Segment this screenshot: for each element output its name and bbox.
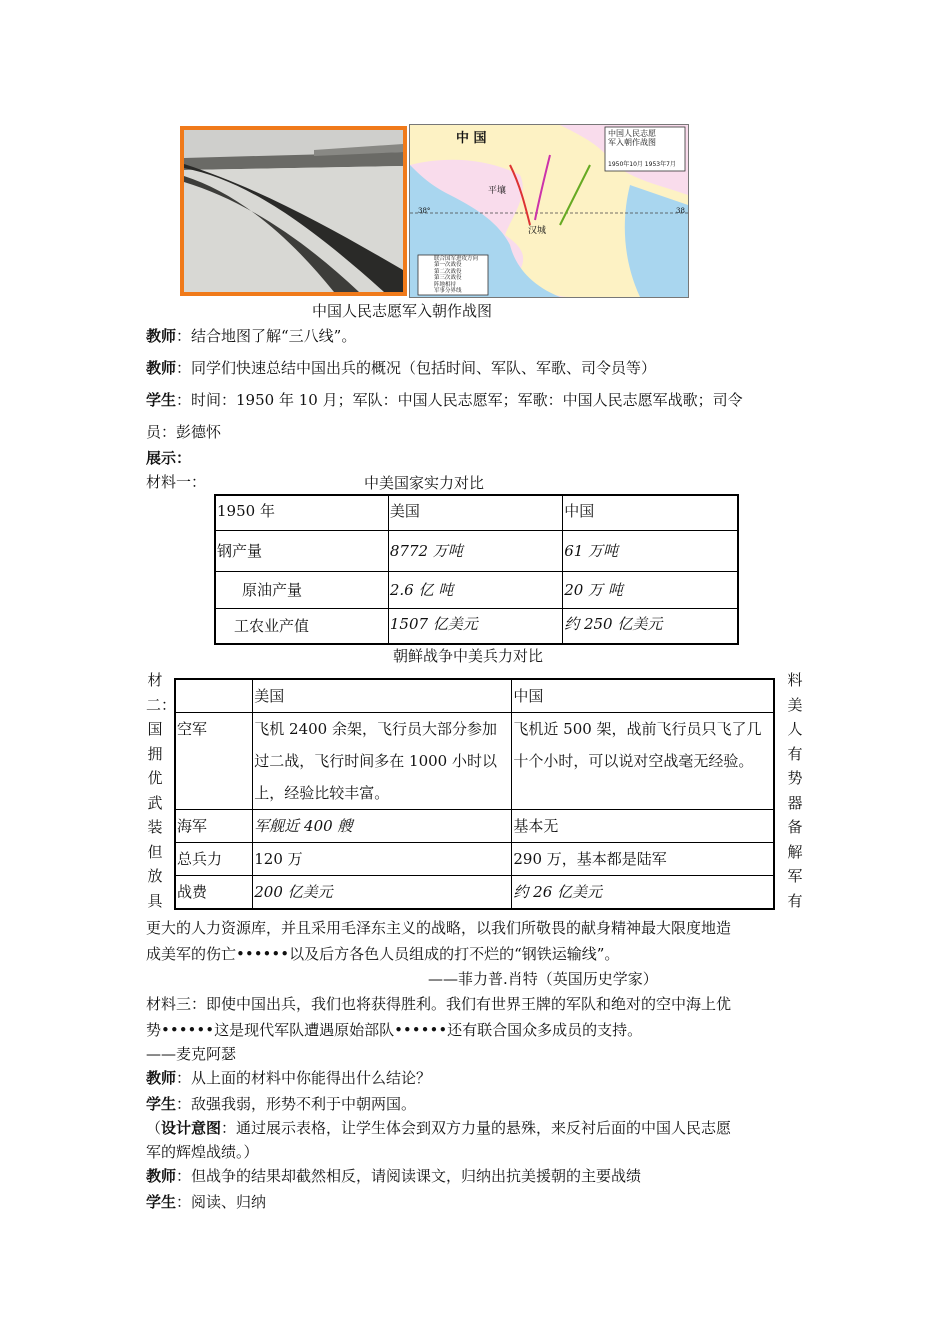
material2-left-column: [146, 668, 177, 913]
side-char: 有: [787, 744, 803, 763]
quote-source: ——麦克阿瑟: [146, 1045, 237, 1063]
table-title: 朝鲜战争中美兵力对比: [393, 647, 544, 665]
military-strength-table: [174, 678, 775, 910]
quote-source: ——菲力普.肖特（英国历史学家）: [428, 970, 658, 988]
speaker-label: 教师: [146, 1167, 177, 1185]
table-cell: 中国: [512, 679, 774, 713]
table-row: [215, 609, 738, 645]
table-cell: 290 万，基本都是陆军: [512, 843, 774, 876]
side-char: 势: [787, 769, 803, 787]
map-label-seoul: 汉城: [528, 226, 547, 236]
table-row: [175, 843, 774, 876]
table-cell: 美国: [388, 495, 562, 531]
dialogue-line: [146, 390, 743, 410]
table-title: 中美国家实力对比: [364, 474, 485, 492]
speaker-label: 学生: [146, 1193, 177, 1211]
table-cell: 美国: [253, 679, 512, 713]
table-cell: 1507 亿美元: [388, 609, 562, 645]
table-cell: 约 250 亿美元: [563, 609, 738, 645]
table-cell: 军舰近 400 艘: [253, 810, 512, 843]
paragraph-line: 材料三：即使中国出兵，我们也将获得胜利。我们有世界王牌的军队和绝对的空中海上优: [146, 995, 732, 1013]
legend-item: 联合国军进攻方向: [434, 256, 479, 262]
table-cell: 空军: [175, 713, 253, 810]
legend-item: 阵地相持: [434, 281, 457, 288]
war-map: [409, 124, 689, 298]
dialogue-line: [146, 1166, 641, 1186]
map-title: 中国人民志愿 军入朝作战图: [608, 129, 656, 147]
national-strength-table: [214, 494, 739, 645]
legend-item: 第三次战役: [434, 275, 462, 282]
side-char: 拥: [147, 744, 163, 763]
table-row: [175, 876, 774, 910]
paragraph-line: 更大的人力资源库，并且采用毛泽东主义的战略，以我们所敬畏的献身精神最大限度地造: [146, 919, 732, 937]
table-cell: 约 26 亿美元: [512, 876, 774, 910]
table-cell: 钢产量: [215, 531, 388, 572]
table-cell: 中国: [563, 495, 738, 531]
legend-item: 第二次战役: [434, 268, 462, 275]
speaker-label: 教师: [146, 359, 177, 377]
table-row: [215, 531, 738, 572]
side-char: 但: [147, 842, 163, 861]
side-char: 装: [147, 818, 163, 836]
side-char: 放: [147, 867, 163, 885]
line-text: ：敌强我弱，形势不利于中朝两国。: [176, 1095, 417, 1113]
line-text: ：从上面的材料中你能得出什么结论？: [176, 1069, 432, 1087]
side-char: 有: [787, 891, 803, 910]
section-heading: 展示：: [146, 449, 192, 467]
side-char: 解: [787, 842, 803, 861]
side-char: 备: [787, 818, 803, 836]
table-cell: 200 亿美元: [253, 876, 512, 910]
side-char: 具: [147, 891, 163, 910]
intent-label: 设计意图: [161, 1119, 222, 1137]
speaker-label: 学生: [146, 391, 177, 409]
legend-item: 军事分界线: [434, 288, 462, 295]
table-cell: 1950 年: [215, 495, 388, 531]
dialogue-line: [146, 326, 356, 346]
line-text: ：结合地图了解“三八线”。: [176, 327, 357, 345]
table-cell: 工农业产值: [215, 609, 388, 645]
side-char: 二：: [146, 695, 177, 714]
side-char: 军: [787, 867, 803, 885]
table-cell: 61 万吨: [563, 531, 738, 572]
line-text: ：但战争的结果却截然相反，请阅读课文，归纳出抗美援朝的主要战绩: [176, 1167, 642, 1185]
table-row: [175, 810, 774, 843]
table-cell: 飞机 2400 余架，飞行员大部分参加过二战，飞行时间多在 1000 小时以上，经验比较丰富。: [253, 713, 512, 810]
material2-right-column: [786, 668, 804, 913]
map-label-38-right: 38: [676, 207, 685, 215]
figure-caption: 中国人民志愿军入朝作战图: [312, 302, 493, 320]
map-label-pyongyang: 平壤: [488, 186, 507, 196]
troops-crossing-photo: [180, 126, 407, 296]
line-text: ：阅读、归纳: [176, 1193, 267, 1211]
table-row: [215, 495, 738, 531]
side-char: 武: [147, 793, 163, 812]
dialogue-line: [146, 1094, 416, 1114]
table-cell: 海军: [175, 810, 253, 843]
table-cell: 8772 万吨: [388, 531, 562, 572]
speaker-label: 教师: [146, 327, 177, 345]
side-char: 器: [787, 793, 803, 812]
table-cell: 基本无: [512, 810, 774, 843]
line-text: ：同学们快速总结中国出兵的概况（包括时间、军队、军歌、司令员等）: [176, 359, 657, 377]
table-cell: 2.6 亿 吨: [388, 572, 562, 609]
table-cell: 原油产量: [215, 572, 388, 609]
paren: （: [146, 1119, 162, 1137]
paragraph-line: 成美军的伤亡••••••以及后方各色人员组成的打不烂的“钢铁运输线”。: [146, 945, 620, 963]
table-cell: 总兵力: [175, 843, 253, 876]
table-row: [175, 679, 774, 713]
map-label-china: 中 国: [456, 131, 487, 146]
table-cell: 20 万 吨: [563, 572, 738, 609]
paragraph-line: 势••••••这是现代军队遭遇原始部队••••••还有联合国众多成员的支持。: [146, 1021, 643, 1039]
side-char: 料: [787, 671, 803, 689]
side-char: 国: [147, 720, 163, 738]
table-cell: [175, 679, 253, 713]
line-text: ：时间：1950 年 10 月；军队：中国人民志愿军；军歌：中国人民志愿军战歌；司令: [176, 391, 743, 409]
table-cell: 战费: [175, 876, 253, 910]
photo-image: [184, 130, 403, 292]
dialogue-line: [146, 358, 656, 378]
design-intent-line: [146, 1118, 731, 1138]
paragraph-line: 军的辉煌战绩。）: [146, 1143, 259, 1161]
dialogue-line: [146, 1068, 431, 1088]
line-text: ：通过展示表格，让学生体会到双方力量的悬殊，来反衬后面的中国人民志愿: [221, 1119, 732, 1137]
table-row: [215, 572, 738, 609]
table-cell: 120 万: [253, 843, 512, 876]
table-row: [175, 713, 774, 810]
map-legend: [434, 256, 478, 294]
line-text: 员：彭德怀: [146, 423, 222, 441]
map-label-38-left: 38°: [418, 207, 431, 215]
material-label: 材料一：: [146, 473, 207, 491]
speaker-label: 教师: [146, 1069, 177, 1087]
legend-item: 第一次战役: [434, 262, 462, 269]
table-cell: 飞机近 500 架，战前飞行员只飞了几十个小时，可以说对空战毫无经验。: [512, 713, 774, 810]
side-char: 美: [787, 695, 803, 714]
side-char: 优: [147, 769, 163, 787]
speaker-label: 学生: [146, 1095, 177, 1113]
side-char: 人: [787, 720, 803, 738]
dialogue-line: [146, 1192, 266, 1212]
side-char: 材: [147, 671, 163, 689]
map-dates: 1950年10月 1953年7月: [608, 161, 676, 168]
